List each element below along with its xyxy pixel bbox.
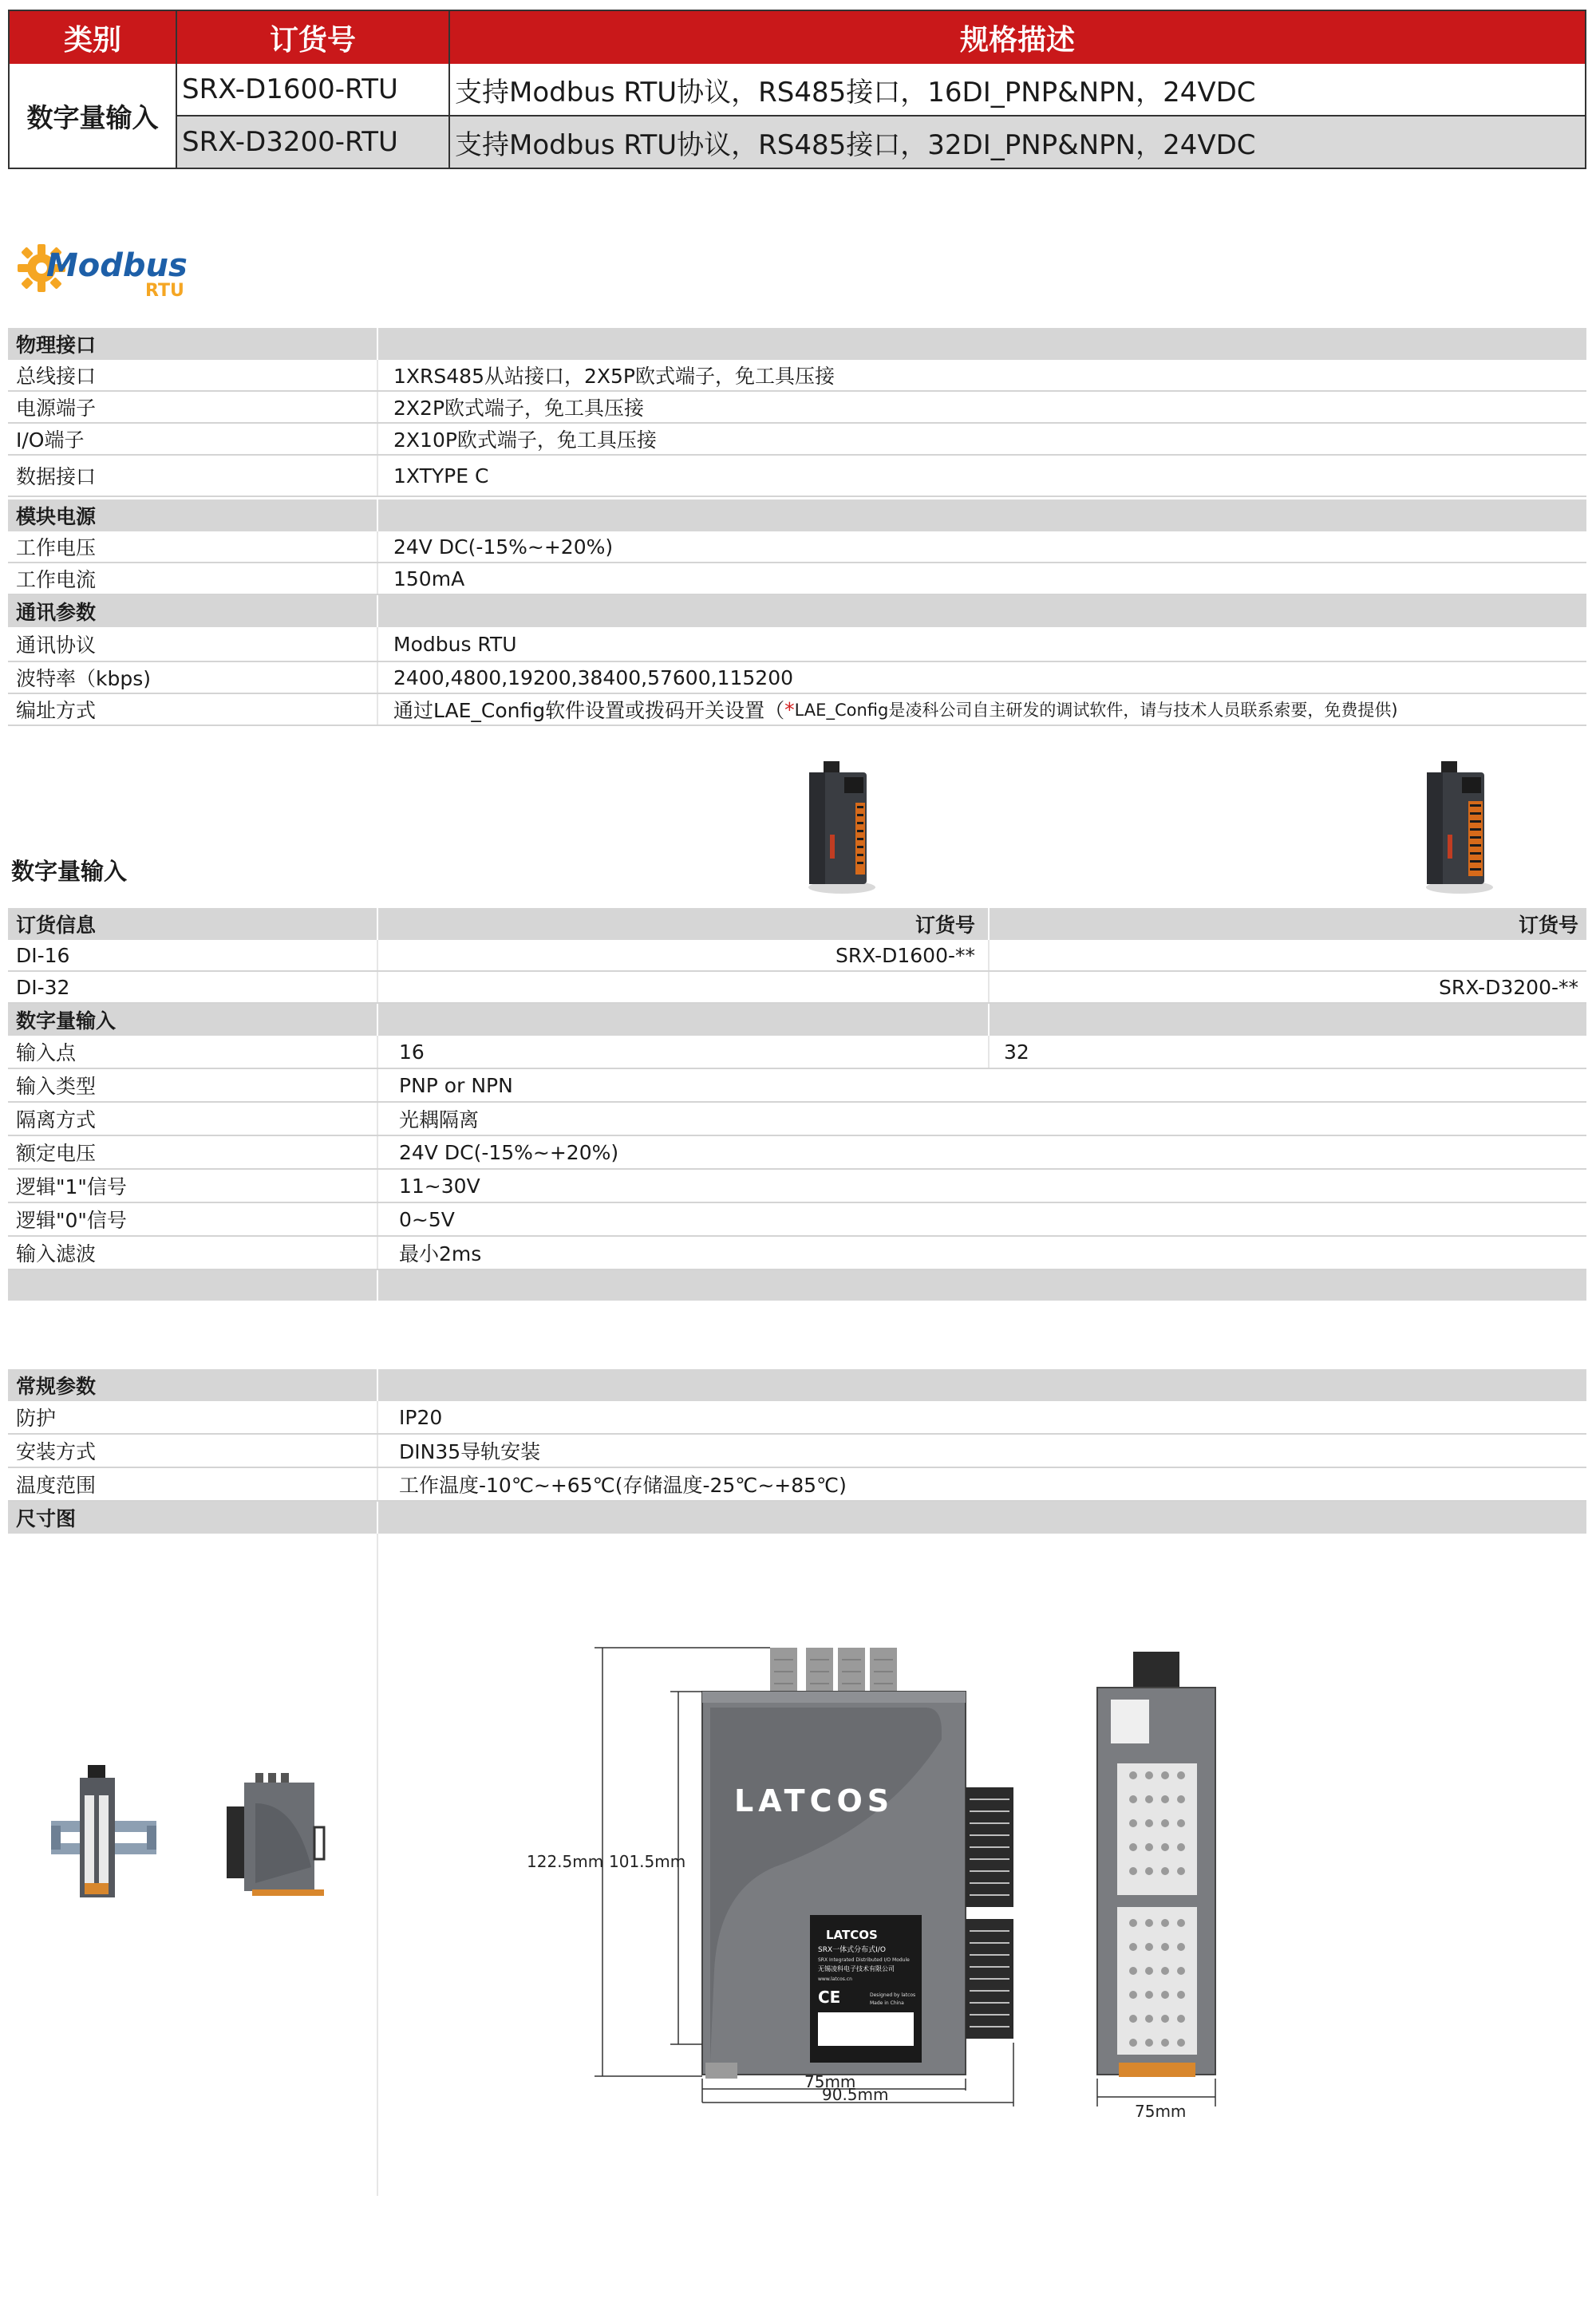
row-power-terminal: 电源端子 2X2P欧式端子，免工具压接	[8, 392, 1586, 424]
row-logic-1: 逻辑"1"信号 11~30V	[8, 1170, 1586, 1203]
product-image-di16	[798, 758, 886, 898]
svg-text:122.5mm: 122.5mm	[527, 1852, 604, 1871]
svg-text:Made in China: Made in China	[870, 2000, 904, 2006]
svg-text:CE: CE	[818, 1988, 841, 2007]
category-cell: 数字量输入	[10, 64, 176, 168]
row-current: 工作电流 150mA	[8, 563, 1586, 595]
svg-text:Designed by latcos: Designed by latcos	[870, 1992, 916, 1998]
desc-2: 支持Modbus RTU协议，RS485接口，32DI_PNP&NPN，24VDC	[455, 128, 1256, 161]
row-order-info: 订货信息 订货号 订货号	[8, 908, 1586, 940]
digital-heading: 数字量输入	[11, 858, 128, 885]
dim-column-divider	[377, 1534, 378, 2196]
row-input-points: 输入点 16 32	[8, 1036, 1586, 1069]
row-filter: 输入滤波 最小2ms	[8, 1237, 1586, 1270]
order-no-1: SRX-D1600-RTU	[182, 73, 398, 105]
row-voltage: 工作电压 24V DC(-15%~+20%)	[8, 531, 1586, 563]
svg-text:90.5mm: 90.5mm	[822, 2085, 889, 2104]
desc-1: 支持Modbus RTU协议，RS485接口，16DI_PNP&NPN，24VDC	[455, 76, 1256, 109]
logo-sub: RTU	[145, 281, 184, 301]
row-isolation: 隔离方式 光耦隔离	[8, 1103, 1586, 1136]
row-logic-0: 逻辑"0"信号 0~5V	[8, 1203, 1586, 1237]
row-addressing: 编址方式 通过LAE_Config软件设置或拨码开关设置（ * LAE_Config是凌科公司自主研发的调试软件，请与技术人员联系索要，免费提供)	[8, 694, 1586, 726]
row-di32: DI-32 SRX-D3200-**	[8, 972, 1586, 1004]
row-rated-voltage: 额定电压 24V DC(-15%~+20%)	[8, 1136, 1586, 1170]
order-table	[8, 10, 1586, 169]
svg-text:LATCOS: LATCOS	[826, 1928, 878, 1942]
section-general: 常规参数	[8, 1369, 1586, 1401]
svg-text:75mm: 75mm	[804, 2072, 856, 2091]
header-order-no: 订货号	[177, 11, 448, 64]
svg-text:www.latcos.cn: www.latcos.cn	[818, 1976, 852, 1982]
svg-text:SRX Integrated Distributed I/O: SRX Integrated Distributed I/O Module	[818, 1957, 910, 1963]
modbus-logo	[14, 239, 198, 303]
section-power: 模块电源	[8, 499, 1586, 531]
row-di16: DI-16 SRX-D1600-**	[8, 940, 1586, 972]
svg-text:SRX一体式分布式I/O: SRX一体式分布式I/O	[818, 1946, 886, 1954]
dimension-drawing	[511, 1628, 1309, 2122]
order-no-2: SRX-D3200-RTU	[182, 126, 398, 158]
din-rail-front-view	[48, 1763, 160, 1907]
header-spec: 规格描述	[450, 11, 1585, 64]
svg-text:101.5mm: 101.5mm	[609, 1852, 686, 1871]
row-bus-interface: 总线接口 1XRS485从站接口，2X5P欧式端子，免工具压接	[8, 360, 1586, 392]
svg-text:无锡凌科电子技术有限公司: 无锡凌科电子技术有限公司	[818, 1965, 895, 1972]
row-baud: 波特率（kbps) 2400,4800,19200,38400,57600,115200	[8, 662, 1586, 694]
section-dimensions: 尺寸图	[8, 1502, 1586, 1534]
row-mounting: 安装方式 DIN35导轨安装	[8, 1435, 1586, 1468]
drawing-brand: LATCOS	[734, 1783, 895, 1818]
row-input-type: 输入类型 PNP or NPN	[8, 1069, 1586, 1103]
svg-text:75mm: 75mm	[1135, 2102, 1187, 2121]
section-comm: 通讯参数	[8, 595, 1586, 627]
logo-text: Modbus	[46, 247, 188, 284]
side-view-small	[223, 1771, 335, 1899]
row-data-interface: 数据接口 1XTYPE C	[8, 456, 1586, 497]
header-category: 类别	[10, 11, 176, 64]
row-blank	[8, 1270, 1586, 1301]
row-temperature: 温度范围 工作温度-10℃~+65℃(存储温度-25℃~+85℃)	[8, 1468, 1586, 1502]
product-image-di32	[1416, 758, 1503, 898]
section-digital: 数字量输入	[8, 1004, 1586, 1036]
row-io-terminal: I/O端子 2X10P欧式端子，免工具压接	[8, 424, 1586, 456]
section-physical: 物理接口	[8, 328, 1586, 360]
row-protection: 防护 IP20	[8, 1401, 1586, 1435]
row-protocol: 通讯协议 Modbus RTU	[8, 627, 1586, 662]
